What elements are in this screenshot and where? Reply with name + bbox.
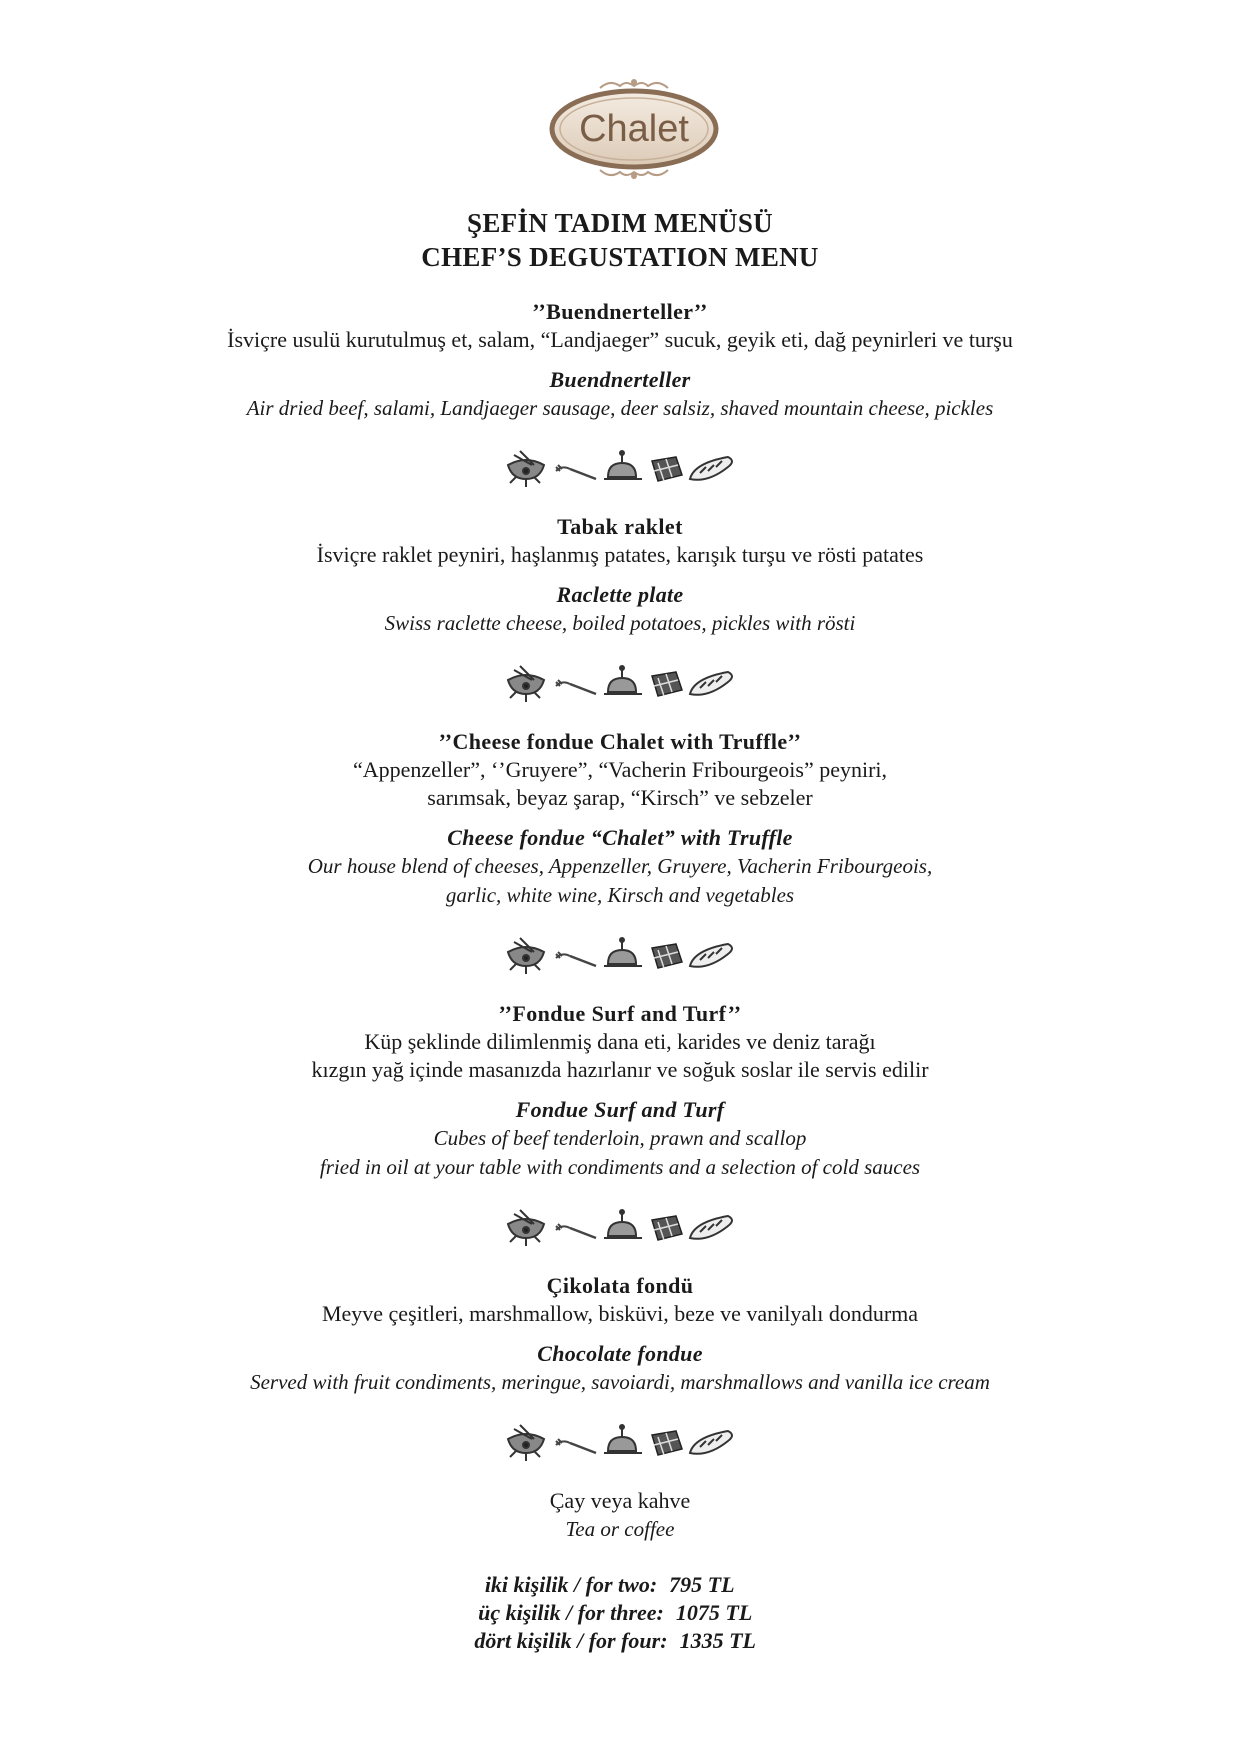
menu-title-en: CHEF’S DEGUSTATION MENU xyxy=(421,242,819,272)
logo-wordmark: Chalet xyxy=(579,108,689,150)
chocolate-icon xyxy=(652,1431,682,1455)
price-label: dört kişilik / for four: xyxy=(474,1628,668,1653)
fondue-fork-icon xyxy=(556,952,596,966)
menu-title-block xyxy=(0,206,1240,274)
course-name-tr: ’’Fondue Surf and Turf’’ xyxy=(498,1001,742,1026)
fondue-pot-icon xyxy=(508,666,544,702)
fondue-fork-icon xyxy=(556,465,596,479)
menu-title-tr: ŞEFİN TADIM MENÜSÜ xyxy=(467,208,773,238)
cheese-bell-icon xyxy=(604,1210,642,1238)
course-description-en: garlic, white wine, Kirsch and vegetables xyxy=(445,883,795,907)
course-description-en: Served with fruit condiments, meringue, savoiardi, marshmallows and vanilla ice cream xyxy=(250,1370,990,1394)
chalet-logo xyxy=(540,74,728,182)
course-description-tr: Küp şeklinde dilimlenmiş dana eti, karides ve deniz tarağı xyxy=(364,1029,876,1054)
price-label: iki kişilik / for two: xyxy=(484,1572,658,1597)
cheese-bell-icon xyxy=(604,938,642,966)
course-description-tr: İsviçre usulü kurutulmuş et, salam, “Landjaeger” sucuk, geyik eti, dağ peynirleri ve turşu xyxy=(227,327,1013,352)
course-description-en: Air dried beef, salami, Landjaeger sausage, deer salsiz, shaved mountain cheese, pickles xyxy=(246,396,994,420)
menu-course xyxy=(0,298,1240,423)
chocolate-icon xyxy=(652,672,682,696)
course-name-tr: Tabak raklet xyxy=(557,514,683,539)
fondue-fork-icon xyxy=(556,680,596,694)
chocolate-icon xyxy=(652,1216,682,1240)
price-list xyxy=(0,1571,1240,1655)
course-name-en: Chocolate fondue xyxy=(537,1341,703,1366)
bread-icon xyxy=(690,1431,732,1454)
price-row xyxy=(0,1627,1240,1655)
bread-icon xyxy=(690,1216,732,1239)
cheese-bell-icon xyxy=(604,451,642,479)
cheese-bell-icon xyxy=(604,666,642,694)
course-divider xyxy=(0,1415,1240,1467)
price-amount: 1335 TL xyxy=(679,1628,756,1653)
bread-icon xyxy=(690,457,732,480)
course-description-en: Our house blend of cheeses, Appenzeller, Gruyere, Vacherin Fribourgeois, xyxy=(307,854,933,878)
price-amount: 795 TL xyxy=(669,1572,735,1597)
closing-drinks-tr: Çay veya kahve xyxy=(549,1488,691,1513)
price-row xyxy=(0,1599,1240,1627)
course-description-en: fried in oil at your table with condiments and a selection of cold sauces xyxy=(319,1155,921,1179)
fondue-pot-icon xyxy=(508,938,544,974)
price-amount: 1075 TL xyxy=(675,1600,753,1625)
course-divider xyxy=(0,656,1240,708)
course-divider xyxy=(0,1200,1240,1252)
menu-course xyxy=(0,1000,1240,1182)
course-divider xyxy=(0,441,1240,493)
course-name-en: Cheese fondue “Chalet” with Truffle xyxy=(447,825,793,850)
course-description-en: Swiss raclette cheese, boiled potatoes, pickles with rösti xyxy=(384,611,856,635)
course-name-tr: Çikolata fondü xyxy=(546,1273,694,1298)
course-description-tr: sarımsak, beyaz şarap, “Kirsch” ve sebzeler xyxy=(427,785,813,810)
price-label: üç kişilik / for three: xyxy=(478,1600,664,1625)
menu-course xyxy=(0,513,1240,638)
chocolate-icon xyxy=(652,457,682,481)
course-name-tr: ’’Cheese fondue Chalet with Truffle’’ xyxy=(438,729,802,754)
menu-course xyxy=(0,728,1240,910)
menu-courses xyxy=(0,298,1240,1655)
course-name-en: Fondue Surf and Turf xyxy=(515,1097,725,1122)
bread-icon xyxy=(690,944,732,967)
menu-course xyxy=(0,1272,1240,1397)
course-description-tr: Meyve çeşitleri, marshmallow, bisküvi, beze ve vanilyalı dondurma xyxy=(321,1301,919,1326)
price-row xyxy=(0,1571,1240,1599)
course-divider xyxy=(0,928,1240,980)
course-description-tr: İsviçre raklet peyniri, haşlanmış patates, karışık turşu ve rösti patates xyxy=(316,542,924,567)
course-name-en: Buendnerteller xyxy=(549,367,691,392)
bread-icon xyxy=(690,672,732,695)
fondue-pot-icon xyxy=(508,451,544,487)
fondue-fork-icon xyxy=(556,1224,596,1238)
closing-drinks-en: Tea or coffee xyxy=(565,1517,675,1541)
course-description-tr: “Appenzeller”, ‘’Gruyere”, “Vacherin Fribourgeois” peyniri, xyxy=(352,757,888,782)
course-name-tr: ’’Buendnerteller’’ xyxy=(532,299,708,324)
course-name-en: Raclette plate xyxy=(556,582,684,607)
fondue-pot-icon xyxy=(508,1425,544,1461)
cheese-bell-icon xyxy=(604,1425,642,1453)
course-description-en: Cubes of beef tenderloin, prawn and scallop xyxy=(433,1126,807,1150)
fondue-fork-icon xyxy=(556,1439,596,1453)
chocolate-icon xyxy=(652,944,682,968)
closing-drinks xyxy=(0,1487,1240,1543)
fondue-pot-icon xyxy=(508,1210,544,1246)
course-description-tr: kızgın yağ içinde masanızda hazırlanır ve soğuk soslar ile servis edilir xyxy=(311,1057,929,1082)
